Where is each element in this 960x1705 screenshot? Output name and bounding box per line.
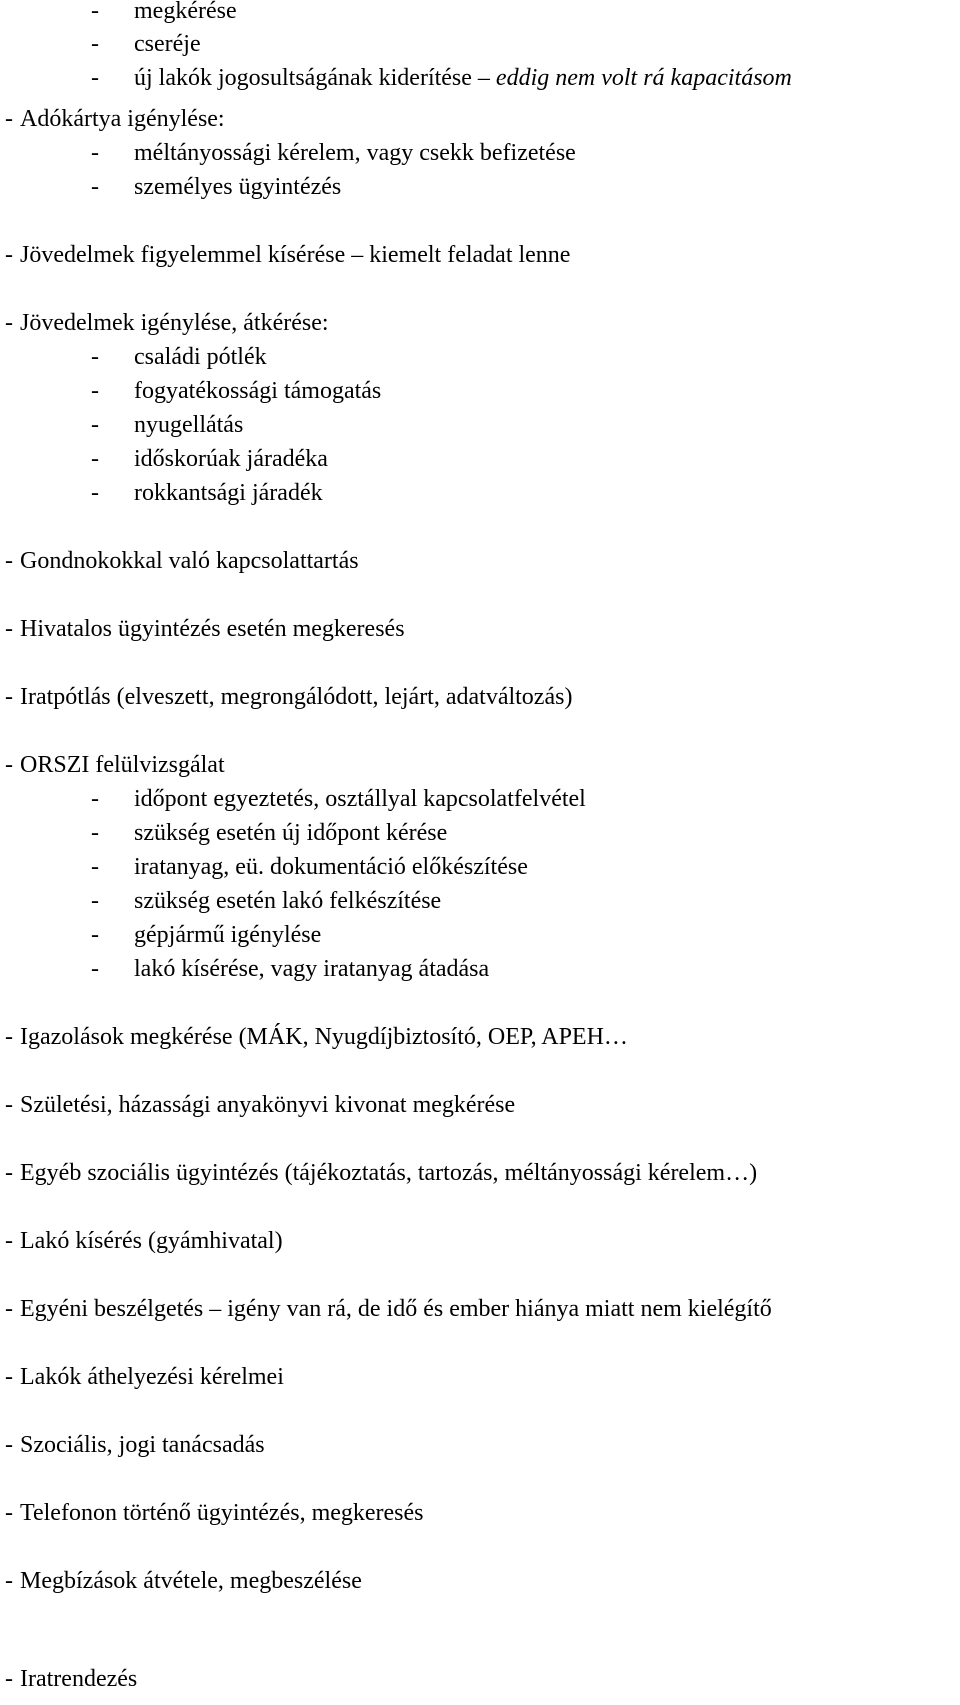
section-heading: - ORSZI felülvizsgálat bbox=[5, 752, 225, 778]
list-item: - cseréje bbox=[91, 31, 201, 57]
list-item: - rokkantsági járadék bbox=[91, 480, 323, 506]
list-item: - családi pótlék bbox=[91, 344, 267, 370]
list-item: - fogyatékossági támogatás bbox=[91, 378, 382, 404]
section-heading: - Telefonon történő ügyintézés, megkeresés bbox=[5, 1500, 424, 1526]
list-item: - időpont egyeztetés, osztállyal kapcsolatfelvétel bbox=[91, 786, 586, 812]
list-item: - iratanyag, eü. dokumentáció előkészítése bbox=[91, 854, 528, 880]
list-item: - időskorúak járadéka bbox=[91, 446, 328, 472]
section-heading: - Iratpótlás (elveszett, megrongálódott, lejárt, adatváltozás) bbox=[5, 684, 573, 710]
section-heading: - Szociális, jogi tanácsadás bbox=[5, 1432, 265, 1458]
list-item: - személyes ügyintézés bbox=[91, 174, 342, 200]
section-heading: - Iratrendezés bbox=[5, 1666, 138, 1692]
list-item: - méltányossági kérelem, vagy csekk befizetése bbox=[91, 140, 576, 166]
section-heading: - Jövedelmek figyelemmel kísérése – kiemelt feladat lenne bbox=[5, 242, 571, 268]
section-heading: - Gondnokokkal való kapcsolattartás bbox=[5, 548, 359, 574]
list-item: - gépjármű igénylése bbox=[91, 922, 322, 948]
section-heading: - Adókártya igénylése: bbox=[5, 106, 225, 132]
list-item: - új lakók jogosultságának kiderítése – eddig nem volt rá kapacitásom bbox=[91, 65, 792, 91]
list-item: - szükség esetén lakó felkészítése bbox=[91, 888, 442, 914]
list-item: - nyugellátás bbox=[91, 412, 244, 438]
list-item: - megkérése bbox=[91, 0, 237, 24]
section-heading: - Egyéb szociális ügyintézés (tájékoztatás, tartozás, méltányossági kérelem…) bbox=[5, 1160, 758, 1186]
list-item: - lakó kísérése, vagy iratanyag átadása bbox=[91, 956, 490, 982]
section-heading: - Egyéni beszélgetés – igény van rá, de idő és ember hiánya miatt nem kielégítő bbox=[5, 1296, 772, 1322]
section-heading: - Születési, házassági anyakönyvi kivonat megkérése bbox=[5, 1092, 516, 1118]
list-item: - szükség esetén új időpont kérése bbox=[91, 820, 448, 846]
section-heading: - Hivatalos ügyintézés esetén megkeresés bbox=[5, 616, 405, 642]
section-heading: - Lakók áthelyezési kérelmei bbox=[5, 1364, 284, 1390]
section-heading: - Lakó kísérés (gyámhivatal) bbox=[5, 1228, 283, 1254]
section-heading: - Jövedelmek igénylése, átkérése: bbox=[5, 310, 329, 336]
section-heading: - Megbízások átvétele, megbeszélése bbox=[5, 1568, 362, 1594]
section-heading: - Igazolások megkérése (MÁK, Nyugdíjbiztosító, OEP, APEH… bbox=[5, 1024, 628, 1050]
